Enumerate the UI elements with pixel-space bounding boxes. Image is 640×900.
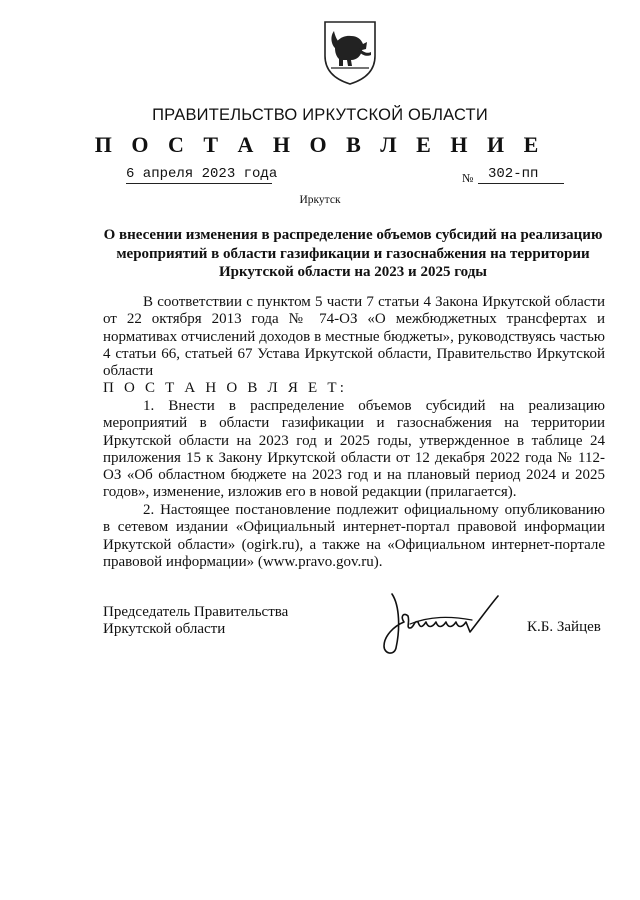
number-sign: № xyxy=(462,171,474,185)
handwritten-signature-icon xyxy=(370,586,520,658)
preamble-paragraph: В соответствии с пунктом 5 части 7 статьи 4 Закона Иркутской области от 22 октября 2013 года № 74-ОЗ «О межбюджетных трансфертах и нормативах отчислений доходов в местные бюджеты», руководствуясь частью 4 статьи 66, статьей 67 Устава Иркутской области, Правительство Иркутской области xyxy=(103,294,605,380)
item-2-paragraph: 2. Настоящее постановление подлежит официальному опубликованию в сетевом издании «Официальный интернет-портал правовой информации Иркутской области» (ogirk.ru), а также на «Официальном интернет-портале правовой информации» (www.pravo.gov.ru). xyxy=(103,502,605,570)
signatory-position xyxy=(103,604,288,637)
coat-of-arms-icon xyxy=(321,18,379,86)
signatory-name: К.Б. Зайцев xyxy=(527,619,601,635)
signatory-position-line2: Иркутской области xyxy=(103,620,226,637)
document-date: 6 апреля 2023 года xyxy=(126,166,278,182)
date-underline xyxy=(126,183,272,184)
item-1-paragraph: 1. Внести в распределение объемов субсидий на реализацию мероприятий в области газификации и газоснабжения на территории Иркутской области на 2023 год и 2025 годы, утвержденное в таблице 24 приложения 15 к Закону Иркутской области от 12 декабря 2022 года № 112-ОЗ «Об областном бюджете на 2023 год и на плановый период 2024 и 2025 годов», изменение, изложив его в новой редакции (прилагается). xyxy=(103,398,605,501)
signatory-position-line1: Председатель Правительства xyxy=(103,604,289,620)
authority-name: ПРАВИТЕЛЬСТВО ИРКУТСКОЙ ОБЛАСТИ xyxy=(152,106,488,124)
resolves-heading: П О С Т А Н О В Л Я Е Т: xyxy=(103,380,348,396)
number-underline xyxy=(478,183,564,184)
document-title: О внесении изменения в распределение объемов субсидий на реализацию мероприятий в области газификации и газоснабжения на территории Иркутской области на 2023 и 2025 годы xyxy=(103,227,603,280)
document-type: П О С Т А Н О В Л Е Н И Е xyxy=(94,132,546,157)
city-name: Иркутск xyxy=(299,194,341,206)
document-number: 302-пп xyxy=(488,166,539,182)
